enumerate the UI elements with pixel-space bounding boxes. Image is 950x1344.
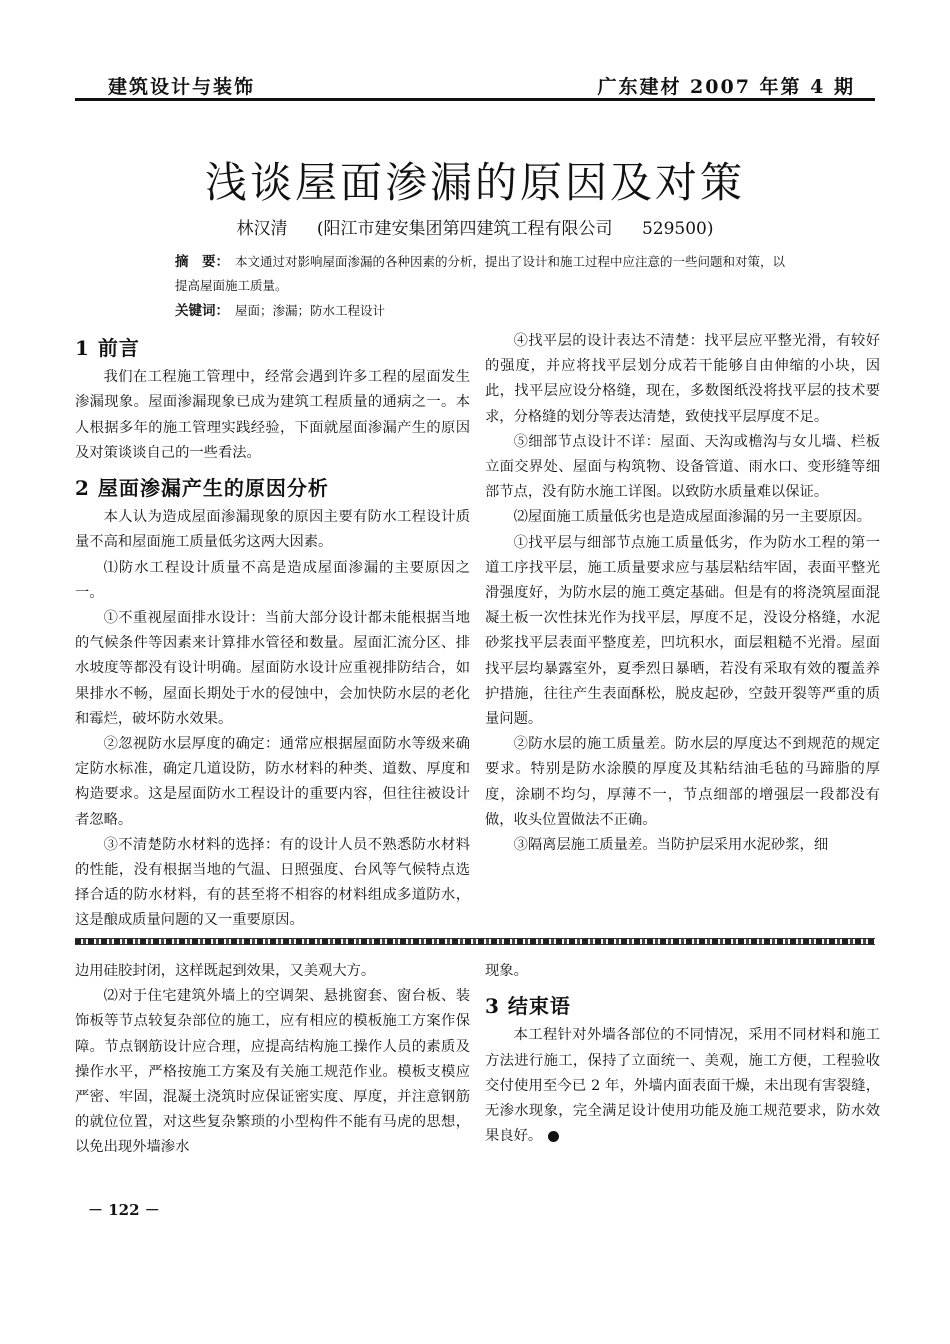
paragraph: ⑵屋面施工质量低劣也是造成屋面渗漏的另一主要原因。 (513, 509, 872, 526)
paragraph: 本人认为造成屋面渗漏现象的原因主要有防水工程设计质量不高和屋面施工质量低劣这两大因素。 (75, 509, 470, 551)
abstract-block (175, 250, 795, 323)
paragraph: ⑴防水工程设计质量不高是造成屋面渗漏的主要原因之一。 (75, 559, 470, 601)
paragraph: ⑵对于住宅建筑外墙上的空调架、悬挑窗套、窗台板、装饰板等节点较复杂部位的施工，应有相应的模板施工方案作保障。节点钢筋设计应合理，应提高结构施工操作人员的素质及操作水平，严格按施工方案及有关施工规范作业。模板支模应严密、牢固，混凝土浇筑时应保证密实度、厚度，并注意钢筋的就位位置，对这些复杂繁琐的小型构件不能有马虎的思想，以免出现外墙渗水 (75, 988, 470, 1156)
byline (0, 214, 950, 239)
right-column-lower (485, 959, 880, 1149)
article-title: 浅谈屋面渗漏的原因及对策 (204, 158, 745, 207)
journal-issue-label: 广东建材 2007 年第 4 期 (597, 76, 855, 98)
paragraph: 我们在工程施工管理中，经常会遇到许多工程的屋面发生渗漏现象。屋面渗漏现象已成为建筑工程质量的通病之一。本人根据多年的施工管理实践经验，下面就屋面渗漏产生的原因及对策谈谈自己的一些看法。 (75, 369, 470, 461)
section-heading-3: 3 结束语 (485, 994, 571, 1019)
abstract-text: 本文通过对影响屋面渗漏的各种因素的分析，提出了设计和施工过程中应注意的一些问题和对策，以提高屋面施工质量。 (175, 254, 786, 293)
end-mark-icon (548, 1131, 559, 1142)
abstract (175, 250, 795, 297)
paragraph: ③隔离层施工质量差。当防护层采用水泥砂浆，细 (513, 837, 829, 854)
paragraph: ③不清楚防水材料的选择：有的设计人员不熟悉防水材料的性能，没有根据当地的气温、日照强度、台风等气候特点选择合适的防水材料，有的甚至将不相容的材料组成多道防水，这是酿成质量问题的又一重要原因。 (75, 836, 470, 929)
author-affiliation: (阳江市建安集团第四建筑工程有限公司 (316, 219, 613, 239)
abstract-label: 摘 要： (175, 254, 229, 270)
left-column-upper (75, 330, 470, 934)
author-name: 林汉清 (236, 219, 288, 239)
conclusion-text: 本工程针对外墙各部位的不同情况，采用不同材料和施工方法进行施工，保持了立面统一、美观，施工方便，工程验收交付使用至今已 2 年，外墙内面表面干燥，未出现有害裂缝，无渗水现象，完全满足设计使用功能及施工规范要求，防水效果良好。 (485, 1027, 880, 1145)
header-rule (75, 98, 875, 101)
continuation-text: 现象。 (485, 963, 528, 979)
paragraph: ②防水层的施工质量差。防水层的厚度达不到规范的规定要求。特别是防水涂膜的厚度及其粘结油毛毡的马蹄脂的厚度，涂刷不均匀，厚薄不一，节点细部的增强层一段都没有做，收头位置做法不正确。 (485, 736, 880, 828)
postcode: 529500) (641, 219, 714, 239)
paragraph: ①不重视屋面排水设计：当前大部分设计都未能根据当地的气候条件等因素来计算排水管径和数量。屋面汇流分区、排水坡度等都没有设计明确。屋面防水设计应重视排防结合，如果排水不畅，屋面长期处于水的侵蚀中，会加快防水层的老化和霉烂，破坏防水效果。 (75, 610, 470, 727)
keywords (175, 299, 795, 323)
section-heading-1: 1 前言 (75, 336, 140, 360)
paragraph: ①找平层与细部节点施工质量低劣，作为防水工程的第一道工序找平层，施工质量要求应与基层粘结牢固，表面平整光滑强度好，为防水层的施工奠定基础。但是有的将浇筑屋面混凝土板一次性抹光作为找平层，厚度不足，没设分格缝，水泥砂浆找平层表面平整度差，凹坑积水，面层粗糙不光滑。屋面找平层均暴露室外，夏季烈日暴晒，若没有采取有效的覆盖养护措施，往往产生表面酥松，脱皮起砂，空鼓开裂等严重的质量问题。 (485, 534, 880, 728)
continuation-text: 边用硅胶封闭，这样既起到效果，又美观大方。 (75, 963, 376, 979)
right-column-upper (485, 329, 880, 858)
section-heading-2: 2 屋面渗漏产生的原因分析 (75, 476, 329, 501)
paragraph: ④找平层的设计表达不清楚：找平层应平整光滑，有较好的强度，并应将找平层划分成若干能够自由伸缩的小块，因此，找平层应设分格缝，现在，多数图纸没将找平层的技术要求，分格缝的划分等表达清楚，致使找平层厚度不足。 (485, 333, 880, 425)
keywords-text: 屋面；渗漏；防水工程设计 (235, 303, 386, 318)
paragraph: ⑤细部节点设计不详：屋面、天沟或檐沟与女儿墙、栏板立面交界处、屋面与构筑物、设备管道、雨水口、变形缝等细部节点，没有防水施工详图。以致防水质量难以保证。 (485, 433, 880, 501)
keywords-label: 关键词： (175, 303, 229, 319)
page-number: － 122 － (88, 1201, 160, 1219)
paragraph: ②忽视防水层厚度的确定：通常应根据屋面防水等级来确定防水标准，确定几道设防，防水材料的种类、道数、厚度和构造要求。这是屋面防水工程设计的重要内容，但往往被设计者忽略。 (75, 736, 470, 828)
paragraph (485, 1023, 880, 1149)
journal-section-label: 建筑设计与装饰 (108, 76, 256, 98)
left-column-lower (75, 959, 470, 1161)
article-divider (75, 938, 875, 945)
